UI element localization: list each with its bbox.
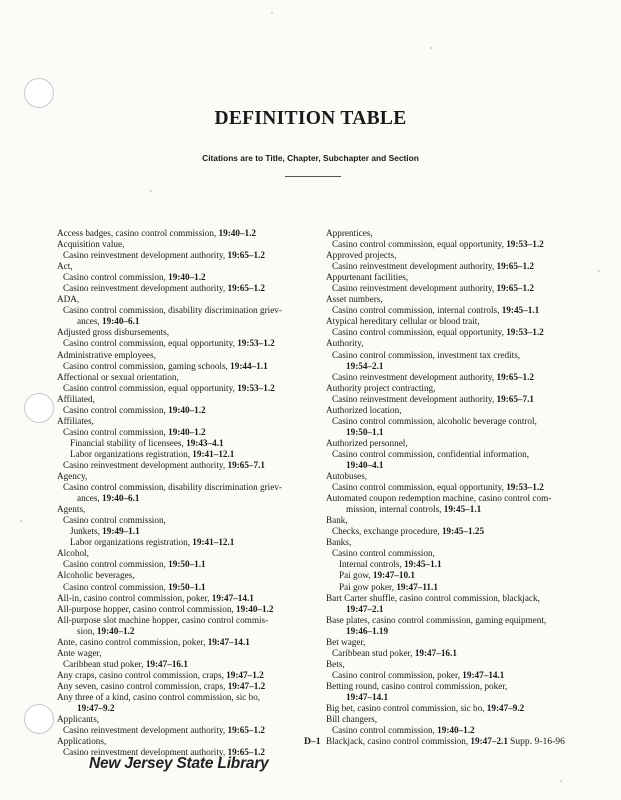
citation: 19:45–1.25 [441, 526, 485, 537]
citation: 19:65–1.2 [227, 747, 266, 758]
entry-text: Casino reinvestment development authority, [63, 283, 228, 294]
citation: 19:47–14.1 [211, 592, 254, 603]
citation: 19:49–1.1 [102, 526, 140, 537]
citation: 19:40–1.2 [437, 725, 475, 736]
entry-text: Casino reinvestment development authority, [63, 725, 228, 736]
entry-text: Authorized location, [326, 404, 402, 415]
entry-text: Adjusted gross disbursements, [57, 327, 170, 338]
entry-text: Acquisition value, [57, 239, 125, 250]
citation: 19:53–1.2 [506, 482, 544, 493]
citation: 19:65–1.2 [496, 283, 535, 294]
definition-entry [326, 327, 582, 338]
definition-entry [57, 294, 313, 305]
binder-hole-middle [24, 393, 54, 423]
page-number: D–1 [304, 736, 321, 747]
definition-entry [57, 681, 313, 692]
definition-entry [326, 493, 582, 504]
definition-entry [57, 261, 313, 272]
scan-speck [560, 780, 562, 782]
definition-entry [57, 725, 313, 736]
entry-text: Administrative employees, [57, 349, 156, 360]
definition-entry [326, 383, 582, 394]
definition-entry [57, 471, 313, 482]
entry-text: Casino control commission, disability discrimination griev- [63, 305, 282, 316]
entry-text: Casino control commission, alcoholic beverage control, [332, 415, 537, 426]
entry-text: Financial stability of licensees, [70, 437, 187, 448]
entry-text: Checks, exchange procedure, [332, 526, 442, 537]
citation: 19:65–7.1 [496, 393, 535, 404]
citation: 19:44–1.1 [230, 360, 268, 371]
title-rule [285, 176, 341, 177]
entry-text: Casino reinvestment development authority, [332, 283, 497, 294]
citation: 19:40–1.2 [168, 426, 206, 437]
definition-entry [326, 504, 582, 515]
citation: 19:54–2.1 [346, 360, 384, 371]
definition-entry [57, 637, 313, 648]
entry-text: Applications, [57, 736, 107, 747]
definition-entry [57, 615, 313, 626]
supplement-date: Supp. 9-16-96 [510, 736, 565, 747]
entry-text: Authority, [326, 338, 364, 349]
definition-entry [326, 283, 582, 294]
entry-text: Casino reinvestment development authority, [332, 261, 497, 272]
definition-entry [57, 593, 313, 604]
citation: 19:50–1.1 [168, 581, 206, 592]
definition-entry [326, 372, 582, 383]
definition-entry [326, 361, 582, 372]
entry-text: Base plates, casino control commission, gaming equipment, [326, 614, 547, 625]
citation: 19:47–14.1 [207, 636, 250, 647]
definition-entry [326, 350, 582, 361]
definition-entry [57, 361, 313, 372]
entry-text: Any craps, casino control commission, craps, [57, 669, 227, 680]
definition-entry [57, 659, 313, 670]
entry-text: Casino control commission, investment tax credits, [332, 349, 521, 360]
entry-text: Agency, [57, 471, 88, 482]
definition-entry [326, 272, 582, 283]
entry-text: Casino reinvestment development authority, [63, 250, 228, 261]
entry-text: Bet wager, [326, 636, 366, 647]
entry-text: Bill changers, [326, 714, 378, 725]
citation: 19:65–1.2 [227, 250, 266, 261]
entry-text: Bart Carter shuffle, casino control commission, blackjack, [326, 592, 540, 603]
definition-entry [326, 670, 582, 681]
entry-text: Casino reinvestment development authority, [332, 371, 497, 382]
citation: 19:45–1.1 [443, 504, 482, 515]
definition-entry [326, 449, 582, 460]
entry-text: Casino control commission, [63, 515, 166, 526]
entry-text: Casino control commission, [332, 725, 438, 736]
page-title: DEFINITION TABLE [214, 108, 407, 129]
definition-entry [57, 670, 313, 681]
entry-text: Alcoholic beverages, [57, 570, 135, 581]
entry-text: Bets, [326, 658, 345, 669]
scan-speck [430, 47, 432, 49]
entry-text: Alcohol, [57, 548, 89, 559]
citation: 19:47–9.2 [77, 703, 115, 714]
citation: 19:53–1.2 [506, 327, 544, 338]
definition-entry [326, 615, 582, 626]
entry-text: Any three of a kind, casino control commission, sic bo, [57, 691, 261, 702]
definition-entry [326, 604, 582, 615]
definition-entry [326, 427, 582, 438]
entry-text: Ante wager, [57, 647, 102, 658]
entry-text: Labor organizations registration, [70, 537, 193, 548]
definition-entry [57, 405, 313, 416]
definition-entry [326, 261, 582, 272]
entry-text: Casino control commission, [63, 559, 169, 570]
entry-text: Casino control commission, gaming schools, [63, 360, 231, 371]
definition-entry [326, 537, 582, 548]
definition-entry [326, 692, 582, 703]
definition-entry [57, 283, 313, 294]
definition-entry [57, 449, 313, 460]
definition-entry [57, 626, 313, 637]
citation: 19:40–6.1 [102, 493, 140, 504]
entry-text: Casino control commission, equal opportunity, [332, 327, 507, 338]
definition-entry [57, 250, 313, 261]
entry-text: Pai gow poker, [339, 581, 397, 592]
citation: 19:47–16.1 [414, 647, 457, 658]
scan-speck [271, 12, 273, 14]
entry-text: Access badges, casino control commission, [57, 228, 219, 238]
entry-text: Agents, [57, 504, 86, 515]
entry-text: All-in, casino control commission, poker, [57, 592, 212, 603]
definition-entry [326, 681, 582, 692]
citation: 19:47–14.1 [346, 691, 389, 702]
entry-text: ADA, [57, 294, 80, 305]
binder-hole-top [24, 78, 54, 108]
citation: 19:40–1.2 [96, 625, 135, 636]
citation: 19:40–1.2 [236, 603, 274, 614]
entry-text: Bank, [326, 515, 348, 526]
entry-text: Autobuses, [326, 471, 368, 482]
entry-text: Caribbean stud poker, [63, 658, 146, 669]
entry-text: Atypical hereditary cellular or blood trait, [326, 316, 480, 327]
entry-text: Casino reinvestment development authority, [332, 393, 497, 404]
entry-text: Authority project contracting, [326, 382, 436, 393]
definition-entry [326, 305, 582, 316]
definition-entry [326, 593, 582, 604]
definition-entry [326, 570, 582, 581]
citation: 19:40–4.1 [346, 459, 384, 470]
definition-entry [326, 559, 582, 570]
definition-entry [57, 526, 313, 537]
citation: 19:65–7.1 [227, 459, 266, 470]
definition-entry [57, 327, 313, 338]
citation: 19:43–4.1 [186, 437, 224, 448]
definition-entry [326, 460, 582, 471]
citation: 19:40–1.2 [218, 228, 257, 238]
definition-entry [57, 228, 313, 239]
entry-text: Pai gow, [339, 570, 373, 581]
entry-text: Banks, [326, 537, 352, 548]
citation: 19:40–1.2 [168, 404, 206, 415]
citation: 19:53–1.2 [237, 382, 275, 393]
citation: 19:47–1.2 [226, 669, 264, 680]
definition-entry [57, 604, 313, 615]
entry-text: Junkets, [70, 526, 103, 537]
entry-text: Internal controls, [339, 559, 405, 570]
entry-text: All-purpose hopper, casino control commission, [57, 603, 237, 614]
definition-entry [326, 438, 582, 449]
definition-entry [326, 228, 582, 239]
entry-text: Any seven, casino control commission, craps, [57, 680, 228, 691]
citation: 19:65–1.2 [496, 371, 535, 382]
definition-entry [57, 582, 313, 593]
definition-entry [57, 714, 313, 725]
binder-hole-bottom [24, 704, 54, 734]
definition-entry [326, 703, 582, 714]
entry-text: Big bet, casino control commission, sic bo, [326, 703, 487, 714]
definition-entry [57, 305, 313, 316]
definition-entry [57, 239, 313, 250]
entry-text: sion, [77, 625, 97, 636]
citation: 19:45–1.1 [501, 305, 540, 316]
definition-entry [326, 239, 582, 250]
definition-entry [326, 316, 582, 327]
definition-entry [326, 482, 582, 493]
citation: 19:47–1.2 [227, 680, 266, 691]
entry-text: Casino control commission, equal opportunity, [63, 382, 238, 393]
definition-entry [57, 537, 313, 548]
entry-text: Automated coupon redemption machine, casino control com- [326, 493, 552, 504]
definition-column-left [57, 228, 313, 758]
definition-entry [57, 427, 313, 438]
entry-text: Casino reinvestment development authority, [63, 459, 228, 470]
definition-entry [57, 272, 313, 283]
definition-entry [57, 383, 313, 394]
definition-entry [57, 372, 313, 383]
definition-entry [326, 725, 582, 736]
citation: 19:65–1.2 [227, 725, 266, 736]
definition-entry [326, 714, 582, 725]
definition-entry [57, 338, 313, 349]
entry-text: Casino control commission, equal opportunity, [332, 482, 507, 493]
citation: 19:65–1.2 [227, 283, 266, 294]
definition-entry [326, 405, 582, 416]
scan-speck [598, 270, 600, 272]
entry-text: Casino control commission, internal controls, [332, 305, 502, 316]
definition-entry [326, 250, 582, 261]
definition-entry [326, 626, 582, 637]
citation: 19:45–1.1 [404, 559, 442, 570]
definition-entry [326, 394, 582, 405]
definition-entry [57, 703, 313, 714]
definition-entry [57, 493, 313, 504]
page-footer [0, 736, 621, 748]
citation: 19:50–1.1 [346, 426, 384, 437]
definition-entry [326, 637, 582, 648]
entry-text: Labor organizations registration, [70, 448, 193, 459]
entry-text: Apprentices, [326, 228, 373, 238]
entry-text: Casino control commission, [63, 581, 169, 592]
entry-text: Betting round, casino control commission, poker, [326, 680, 508, 691]
entry-text: Appurtenant facilities, [326, 272, 409, 283]
library-stamp: New Jersey State Library [89, 755, 269, 772]
entry-text: ances, [77, 316, 102, 327]
entry-text: Applicants, [57, 714, 100, 725]
scan-speck [150, 190, 152, 192]
entry-text: Casino control commission, disability discrimination griev- [63, 482, 282, 493]
definition-entry [57, 548, 313, 559]
citation: 19:65–1.2 [496, 261, 535, 272]
definition-entry [57, 559, 313, 570]
entry-text: ances, [77, 493, 102, 504]
entry-text: Casino control commission, [63, 272, 169, 283]
definition-entry [57, 482, 313, 493]
definition-entry [57, 316, 313, 327]
citation: 19:47–2.1 [346, 603, 384, 614]
entry-text: mission, internal controls, [346, 504, 444, 515]
definition-entry [326, 515, 582, 526]
citation: 19:40–6.1 [102, 316, 140, 327]
entry-text: Casino control commission, poker, [332, 669, 463, 680]
citation: 19:47–11.1 [396, 581, 438, 592]
definition-entry [57, 350, 313, 361]
definition-entry [326, 294, 582, 305]
citation: 19:53–1.2 [237, 338, 275, 349]
citation: 19:47–16.1 [145, 658, 188, 669]
entry-text: Casino control commission, equal opportunity, [332, 239, 507, 250]
citation: 19:40–1.2 [168, 272, 206, 283]
definition-entry [57, 570, 313, 581]
definition-entry [57, 460, 313, 471]
definition-entry [57, 648, 313, 659]
definition-entry [57, 438, 313, 449]
entry-text: Casino control commission, [332, 548, 435, 559]
definition-entry [57, 515, 313, 526]
entry-text: Affiliated, [57, 393, 95, 404]
citation: 19:50–1.1 [168, 559, 206, 570]
citation: 19:41–12.1 [192, 448, 235, 459]
definition-entry [326, 659, 582, 670]
page-subtitle: Citations are to Title, Chapter, Subchapter and Section [202, 153, 419, 163]
entry-text: Approved projects, [326, 250, 397, 261]
entry-text: Authorized personnel, [326, 437, 408, 448]
entry-text: Casino control commission, confidential information, [332, 448, 529, 459]
definition-entry [326, 338, 582, 349]
definition-entry [326, 471, 582, 482]
entry-text: Casino control commission, [63, 404, 169, 415]
definition-column-right [326, 228, 582, 747]
definition-entry [326, 648, 582, 659]
citation: 19:46–1.19 [346, 625, 389, 636]
citation: 19:41–12.1 [192, 537, 235, 548]
entry-text: Casino control commission, [63, 426, 169, 437]
entry-text: Affectional or sexual orientation, [57, 371, 179, 382]
entry-text: Act, [57, 261, 73, 272]
definition-entry [57, 394, 313, 405]
entry-text: All-purpose slot machine hopper, casino control commis- [57, 614, 269, 625]
scan-speck [20, 520, 22, 522]
entry-text: Casino reinvestment development authority, [63, 747, 228, 758]
citation: 19:53–1.2 [506, 239, 544, 250]
definition-entry [326, 526, 582, 537]
definition-entry [326, 582, 582, 593]
entry-text: Asset numbers, [326, 294, 383, 305]
entry-text: Ante, casino control commission, poker, [57, 636, 208, 647]
definition-entry [57, 504, 313, 515]
entry-text: Blackjack, casino control commission, [326, 736, 471, 747]
citation: 19:47–10.1 [372, 570, 415, 581]
definition-entry [326, 548, 582, 559]
definition-entry [57, 692, 313, 703]
citation: 19:47–9.2 [486, 703, 525, 714]
entry-text: Caribbean stud poker, [332, 647, 415, 658]
entry-text: Casino control commission, equal opportunity, [63, 338, 238, 349]
citation: 19:47–14.1 [462, 669, 505, 680]
definition-entry [326, 416, 582, 427]
definition-entry [57, 416, 313, 427]
entry-text: Affiliates, [57, 415, 94, 426]
citation: 19:47–2.1 [470, 736, 508, 747]
